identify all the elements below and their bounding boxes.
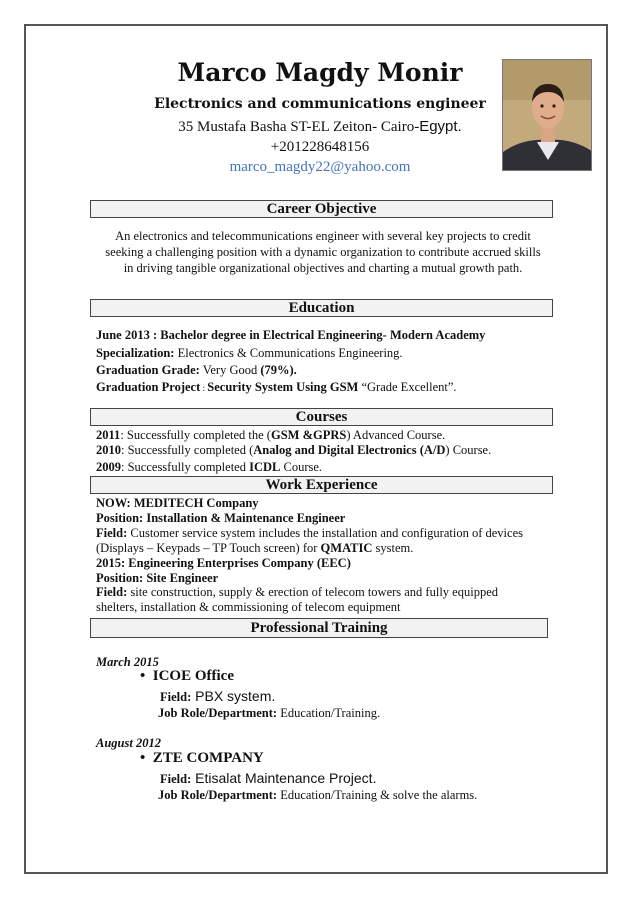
section-work-experience: Work Experience <box>90 476 553 494</box>
training-field: Field: PBX system. <box>160 688 276 704</box>
training-role: Job Role/Department: Education/Training. <box>158 706 381 720</box>
work-position-1: Position: Installation & Maintenance Engineer <box>96 511 346 525</box>
work-company-2015: 2015: Engineering Enterprises Company (EEC) <box>96 556 351 570</box>
profile-photo <box>502 59 592 171</box>
education-degree: June 2013 : Bachelor degree in Electrical Engineering- Modern Academy <box>96 328 486 342</box>
work-field-1-cont: (Displays – Keypads – TP Touch screen) for QMATIC system. <box>96 541 414 555</box>
course-item: 2011: Successfully completed the (GSM &GPRS) Advanced Course. <box>96 428 446 442</box>
work-current-company: NOW: MEDITECH Company <box>96 496 259 510</box>
section-professional-training: Professional Training <box>90 618 548 638</box>
education-specialization: Specialization: Electronics & Communications Engineering. <box>96 346 403 360</box>
training-org: • ICOE Office <box>140 668 234 684</box>
section-education: Education <box>90 299 553 317</box>
training-date: March 2015 <box>96 655 159 669</box>
address: 35 Mustafa Basha ST-EL Zeiton- Cairo-Egypt. <box>178 118 462 135</box>
work-field-2-cont: shelters, installation & commissioning of telecom equipment <box>96 600 401 614</box>
section-career-objective: Career Objective <box>90 200 553 218</box>
section-courses: Courses <box>90 408 553 426</box>
career-objective-text: An electronics and telecommunications engineer with several key projects to credit seeking a challenging position with a dynamic organization to contribute accrued skills in driving tangible organizational objectives and charting a mutual growth path. <box>105 229 541 275</box>
bullet-icon: • <box>140 750 153 766</box>
training-field: Field: Etisalat Maintenance Project. <box>160 770 377 786</box>
training-date: August 2012 <box>96 736 161 750</box>
candidate-name: Marco Magdy Monir <box>177 58 463 87</box>
course-item: 2009: Successfully completed ICDL Course. <box>96 460 323 474</box>
training-org: • ZTE COMPANY <box>140 750 264 766</box>
course-item: 2010: Successfully completed (Analog and Digital Electronics (A/D) Course. <box>96 443 492 457</box>
candidate-title: Electronics and communications engineer <box>154 96 486 112</box>
phone-number: +201228648156 <box>270 139 370 155</box>
training-role: Job Role/Department: Education/Training & solve the alarms. <box>158 788 478 802</box>
education-project: Graduation Project : Security System Using GSM “Grade Excellent”. <box>96 380 457 394</box>
work-field-2: Field: site construction, supply & erection of telecom towers and fully equipped <box>96 585 498 599</box>
education-grade: Graduation Grade: Very Good (79%). <box>96 363 297 377</box>
work-position-2: Position: Site Engineer <box>96 571 219 585</box>
work-field-1: Field: Customer service system includes the installation and configuration of devices <box>96 526 523 540</box>
bullet-icon: • <box>140 668 153 684</box>
email-link[interactable]: marco_magdy22@yahoo.com <box>229 159 411 175</box>
